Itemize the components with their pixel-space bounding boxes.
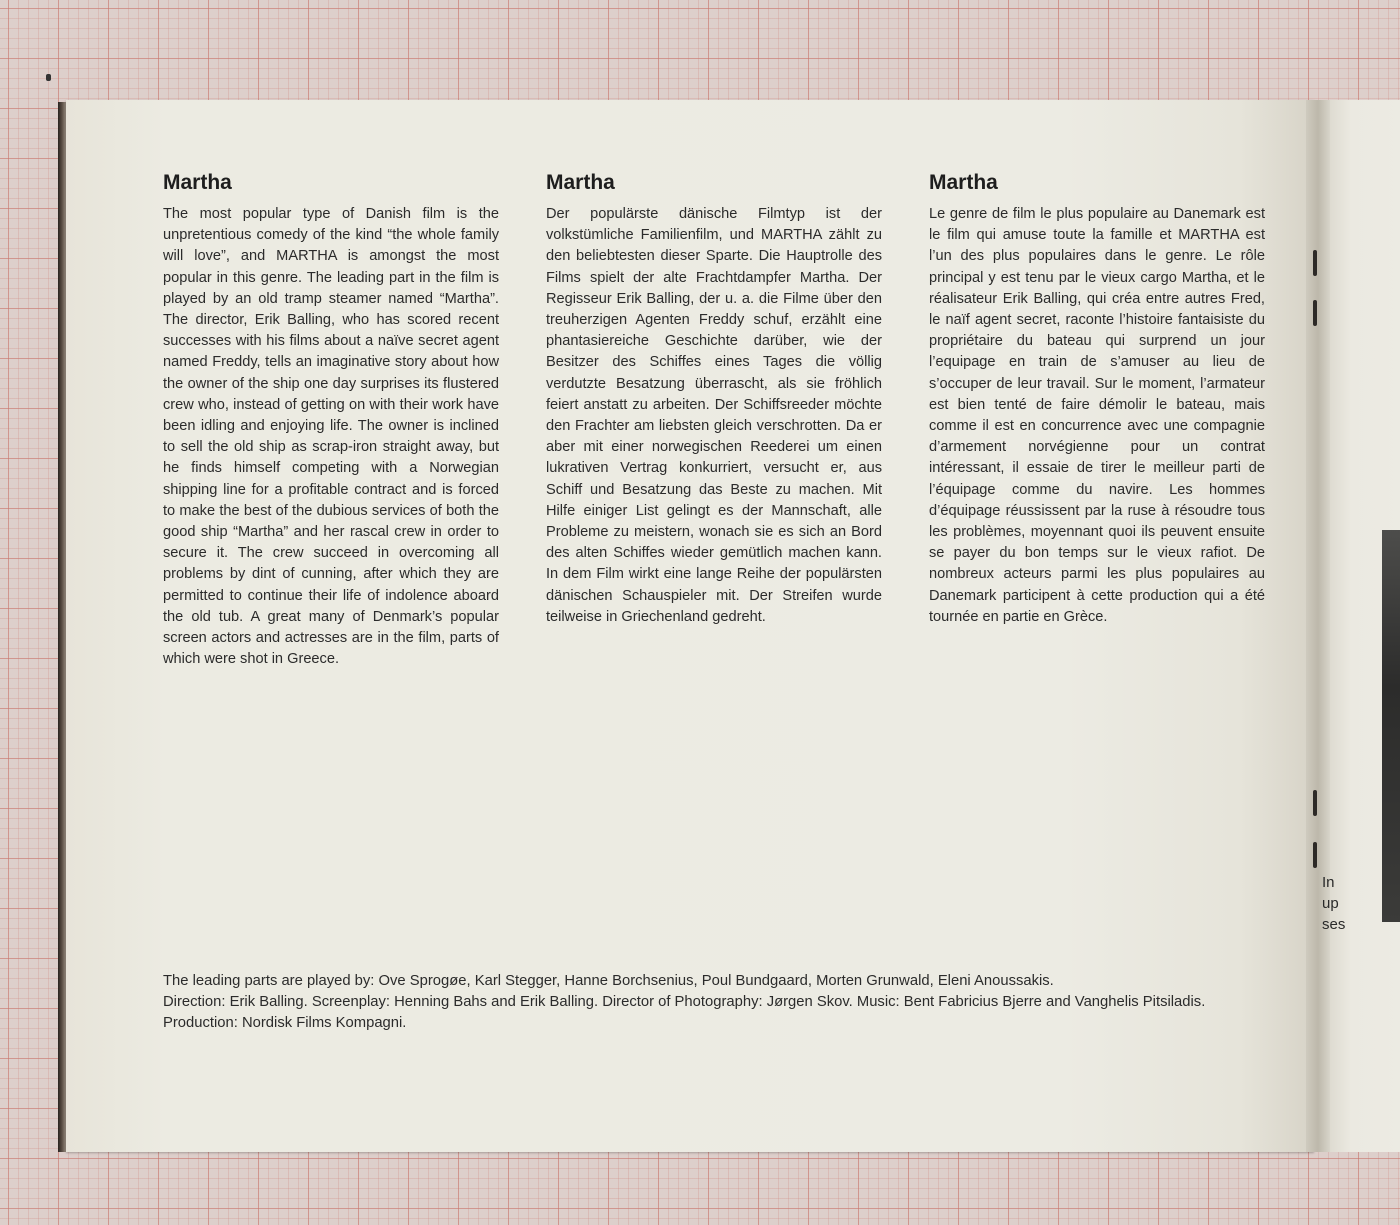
- staple-icon: [1313, 300, 1317, 326]
- staple-icon: [1313, 790, 1317, 816]
- left-page: [66, 100, 1314, 1152]
- staple-icon: [1313, 842, 1317, 868]
- booklet-spine: [1306, 100, 1330, 1152]
- booklet-spread: [58, 100, 1400, 1152]
- german-column: [546, 170, 882, 628]
- english-body: The most popular type of Danish film is the unpretentious comedy of the kind “the whole family will love”, and MARTHA is amongst the most popular in this genre. The leading part in the film is played by an old tramp steamer named “Martha”. The director, Erik Balling, who has scored recent successes with his films about a naïve secret agent named Freddy, tells an imaginative story about how the owner of the ship one day surprises its flustered crew who, instead of getting on with their work have been idling and enjoying life. The owner is inclined to sell the old ship as scrap-iron straight away, but he finds himself competing with a Norwegian shipping line for a profitable contract and is forced to make the best of the dubious services of both the good ship “Martha” and her rascal crew in order to secure it. The crew succeed in overcoming all problems by dint of cunning, after which they are permitted to continue their life of indolence aboard the old tub. A great many of Denmark’s popular screen actors and actresses are in the film, parts of which were shot in Greece.: [163, 206, 499, 668]
- credits-crew: Direction: Erik Balling. Screenplay: Henning Bahs and Erik Balling. Director of Photography: Jørgen Skov. Music: Bent Fabricius Bjerre and Vanghelis Pitsiladis. Production: Nordisk Films Kompagni.: [163, 994, 1206, 1031]
- french-body: Le genre de film le plus populaire au Danemark est le film qui amuse toute la famille et MARTHA est l’un des plus populaires dans le genre. Le rôle principal y est tenu par le vieux cargo Martha, et le réalisateur Erik Balling, qui créa entre autres Fred, le naïf agent secret, raconte l’histoire fantaisiste du propriétaire du bateau qui surprend un jour l’equipage en train de s’amuser au lieu de s’occuper de leur travail. Sur le moment, l’armateur est bien tenté de faire démolir le bateau, mais comme il est en concurrence avec une compagnie d’armement norvégienne pour un contrat intéressant, il essaie de tirer le meilleur parti de l’équipage comme du navire. Les hommes d’équipage réussissent par la ruse à résoudre tous les problèmes, moyennant quoi ils peuvent ensuite se payer du bon temps sur le vieux rafiot. De nombreux acteurs parmi les plus populaires au Danemark participent à cette production qui a été tournée en partie en Grèce.: [929, 206, 1265, 625]
- french-column: [929, 170, 1265, 628]
- next-page-line: In: [1322, 874, 1335, 891]
- english-column: [163, 170, 499, 670]
- staple-icon: [1313, 250, 1317, 276]
- next-page-text: [1322, 872, 1352, 935]
- pin-hole: [46, 74, 51, 81]
- photo-fragment: [1382, 530, 1400, 922]
- german-body: Der populärste dänische Filmtyp ist der volkstümliche Familienfilm, und MARTHA zählt zu den beliebtesten dieser Sparte. Die Hauptrolle des Films spielt der alte Frachtdampfer Martha. Der Regisseur Erik Balling, der u. a. die Filme über den treuherzigen Agenten Freddy schuf, erzählt eine phantasiereiche Geschichte darüber, wie der Besitzer des Schiffes eines Tages die völlig verdutzte Besatzung überrascht, als sie fröhlich feiert anstatt zu arbeiten. Der Schiffsreeder möchte den Frachter am liebsten gleich verschrotten. Da er aber mit einer norwegischen Reederei um einen lukrativen Vertrag konkurriert, versucht er, aus Schiff und Besatzung das Beste zu machen. Mit Hilfe einiger List gelingt es der Mannschaft, alle Probleme zu meistern, wonach sie es sich an Bord des alten Schiffes wieder gemütlich machen kann. In dem Film wirkt eine lange Reihe der populärsten dänischen Schauspieler mit. Der Streifen wurde teilweise in Griechenland gedreht.: [546, 206, 882, 625]
- next-page-line: ses: [1322, 916, 1346, 933]
- credits-cast: The leading parts are played by: Ove Sprogøe, Karl Stegger, Hanne Borchsenius, Poul Bundgaard, Morten Grunwald, Eleni Anoussakis.: [163, 973, 1054, 989]
- next-page-line: up: [1322, 895, 1339, 912]
- credits-block: [163, 971, 1268, 1034]
- french-heading: Martha: [929, 171, 998, 194]
- german-heading: Martha: [546, 171, 615, 194]
- english-heading: Martha: [163, 171, 232, 194]
